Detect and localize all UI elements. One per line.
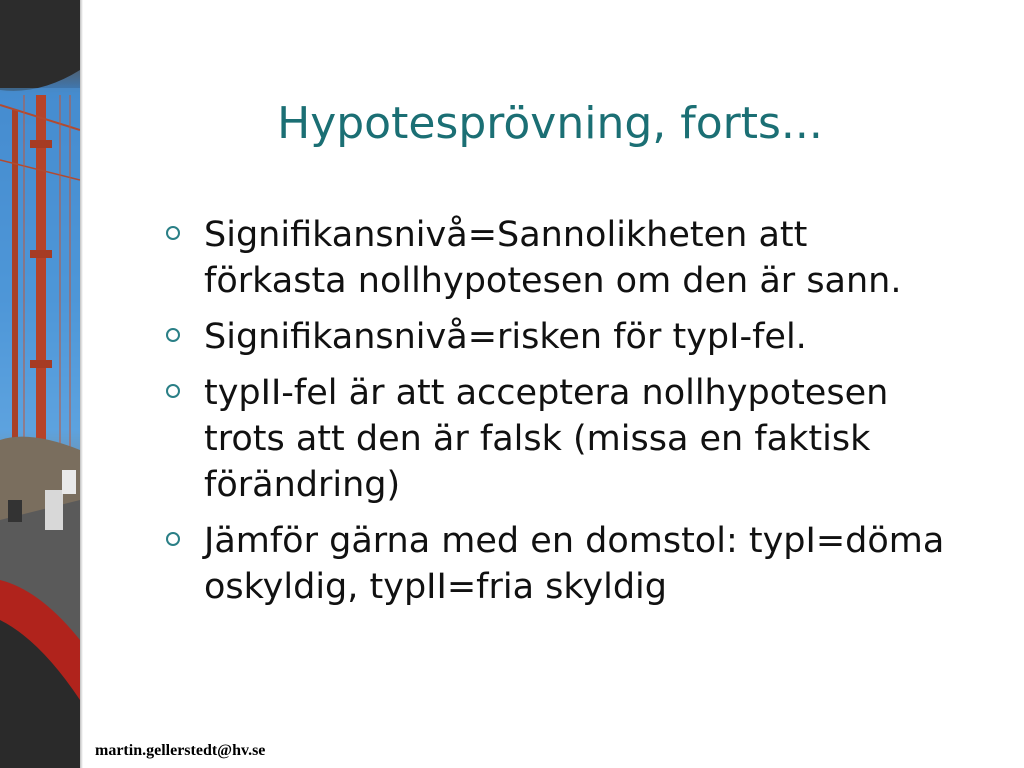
photo-strip-edge [80,0,83,768]
bullet-text: Signifikansnivå=risken för typI-fel. [204,317,807,357]
bullet-item [160,212,960,304]
circle-bullet-icon [166,226,180,240]
circle-bullet-icon [166,384,180,398]
circle-bullet-icon [166,328,180,342]
bullet-item [160,370,960,508]
slide-title: Hypotesprövning, forts... [277,98,823,149]
bullet-item [160,314,960,360]
circle-bullet-icon [166,532,180,546]
bullet-text: Signifikansnivå=Sannolikheten att förkasta nollhypotesen om den är sann. [204,215,902,301]
bullet-item [160,518,960,610]
bullet-list [160,212,960,620]
bridge-photo-strip [0,0,80,768]
footer-email: martin.gellerstedt@hv.se [95,742,266,759]
bullet-text: typII-fel är att acceptera nollhypotesen trots att den är falsk (missa en faktisk förändring) [204,373,889,505]
bullet-text: Jämför gärna med en domstol: typI=döma oskyldig, typII=fria skyldig [204,521,945,607]
bridge-photo-graphic [0,0,80,768]
